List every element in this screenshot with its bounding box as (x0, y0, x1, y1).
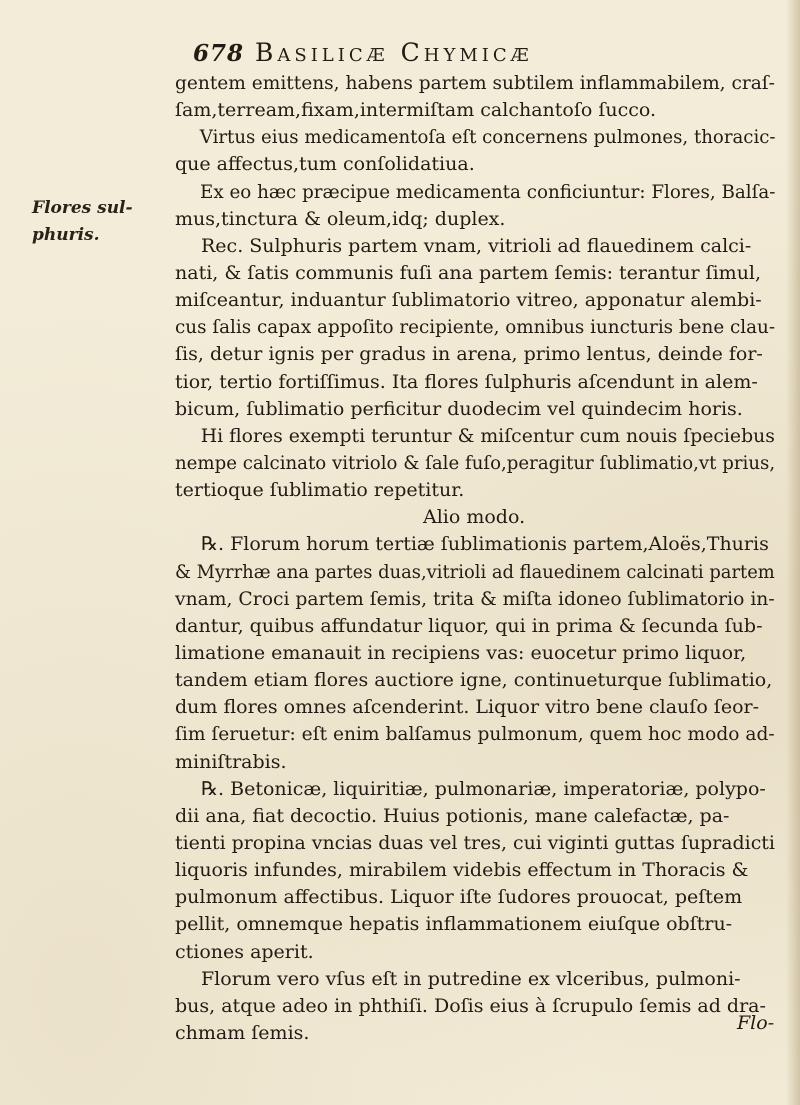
text-line: gentem emittens, habens partem subtilem inflammabilem, craſ- (175, 72, 775, 94)
text-line: limatione emanauit in recipiens vas: euocetur primo liquor, (175, 641, 747, 664)
text-line: dii ana, fiat decoctio. Huius potionis, mane calefactæ, pa- (175, 804, 730, 827)
text-line: bicum, ſublimatio perficitur duodecim vel quindecim horis. (175, 397, 743, 420)
text-line: bus, atque adeo in phthiſi. Doſis eius à ſcrupulo ſemis ad dra- (175, 994, 766, 1017)
text-line: nati, & ſatis communis fuſi ana partem ſemis: terantur ſimul, (175, 261, 762, 284)
text-line: nempe calcinato vitriolo & ſale fuſo,peragitur ſublimatio,vt prius, (175, 451, 776, 474)
text-line: Florum vero vſus eſt in putredine ex vlceribus, pulmoni- (201, 967, 741, 990)
text-line: miſceantur, induantur ſublimatorio vitreo, apponatur alembi- (175, 289, 762, 312)
catchword: Flo- (737, 1012, 775, 1034)
text-line: tior, tertio fortiſſimus. Ita flores ſulphuris aſcendunt in alem- (175, 370, 758, 393)
text-line: cus ſalis capax appoſito recipiente, omnibus iuncturis bene clau- (175, 316, 776, 339)
page-edge-shadow (786, 0, 800, 1105)
margin-note: Flores sul- phuris. (32, 198, 133, 245)
text-line: chmam ſemis. (175, 1021, 310, 1044)
text-line: vnam, Croci partem ſemis, trita & miſta idoneo ſublimatorio in- (175, 587, 775, 610)
text-line: ℞. Florum horum tertiæ ſublimationis partem,Aloës,Thuris (201, 533, 769, 556)
text-line: ℞. Betonicæ, liquiritiæ, pulmonariæ, imperatoriæ, polypo- (201, 777, 766, 800)
page-header (193, 38, 693, 68)
text-line: tandem etiam flores auctiore igne, continueturque ſublimatio, (175, 669, 773, 692)
section-heading: Alio modo. (423, 506, 526, 529)
text-line: Hi flores exempti teruntur & miſcentur cum nouis ſpeciebus (200, 424, 775, 447)
text-line: pulmonum affectibus. Liquor iſte ſudores prouocat, peſtem (175, 886, 743, 909)
page-number: 678 (193, 40, 245, 67)
text-line: Virtus eius medicamentoſa eſt concernens pulmones, thoracic- (199, 126, 776, 149)
text-line: & Myrrhæ ana partes duas,vitrioli ad flauedinem calcinati partem (175, 560, 775, 583)
text-line: Rec. Sulphuris partem vnam, vitrioli ad flauedinem calci- (201, 234, 752, 257)
text-line: ctiones aperit. (175, 940, 314, 963)
text-line: tertioque ſublimatio repetitur. (175, 479, 465, 502)
body-text (175, 70, 775, 1047)
running-head: Basilicæ Chymicæ (255, 38, 533, 67)
text-line: dantur, quibus affundatur liquor, qui in prima & ſecunda ſub- (175, 614, 763, 637)
text-line: miniſtrabis. (175, 750, 287, 773)
text-line: ſam,terream,fixam,intermiſtam calchantoſo ſucco. (175, 99, 657, 122)
text-line: Ex eo hæc præcipue medicamenta conficiuntur: Flores, Balſa- (200, 180, 776, 203)
text-line: liquoris infundes, mirabilem videbis effectum in Thoracis & (175, 859, 749, 882)
text-line: pellit, omnemque hepatis inflammationem eiuſque obſtru- (175, 913, 733, 936)
text-line: ſim ſeruetur: eſt enim balſamus pulmonum, quem hoc modo ad- (175, 723, 775, 746)
text-line: dum flores omnes aſcenderint. Liquor vitro bene clauſo ſeor- (175, 696, 760, 719)
text-line: tienti propina vncias duas vel tres, cui viginti guttas ſupradicti (175, 831, 775, 854)
text-line: que affectus,tum conſolidatiua. (175, 153, 475, 176)
text-line: mus,tinctura & oleum,idq; duplex. (175, 207, 506, 230)
text-line: ſis, detur ignis per gradus in arena, primo lentus, deinde for- (175, 343, 763, 366)
